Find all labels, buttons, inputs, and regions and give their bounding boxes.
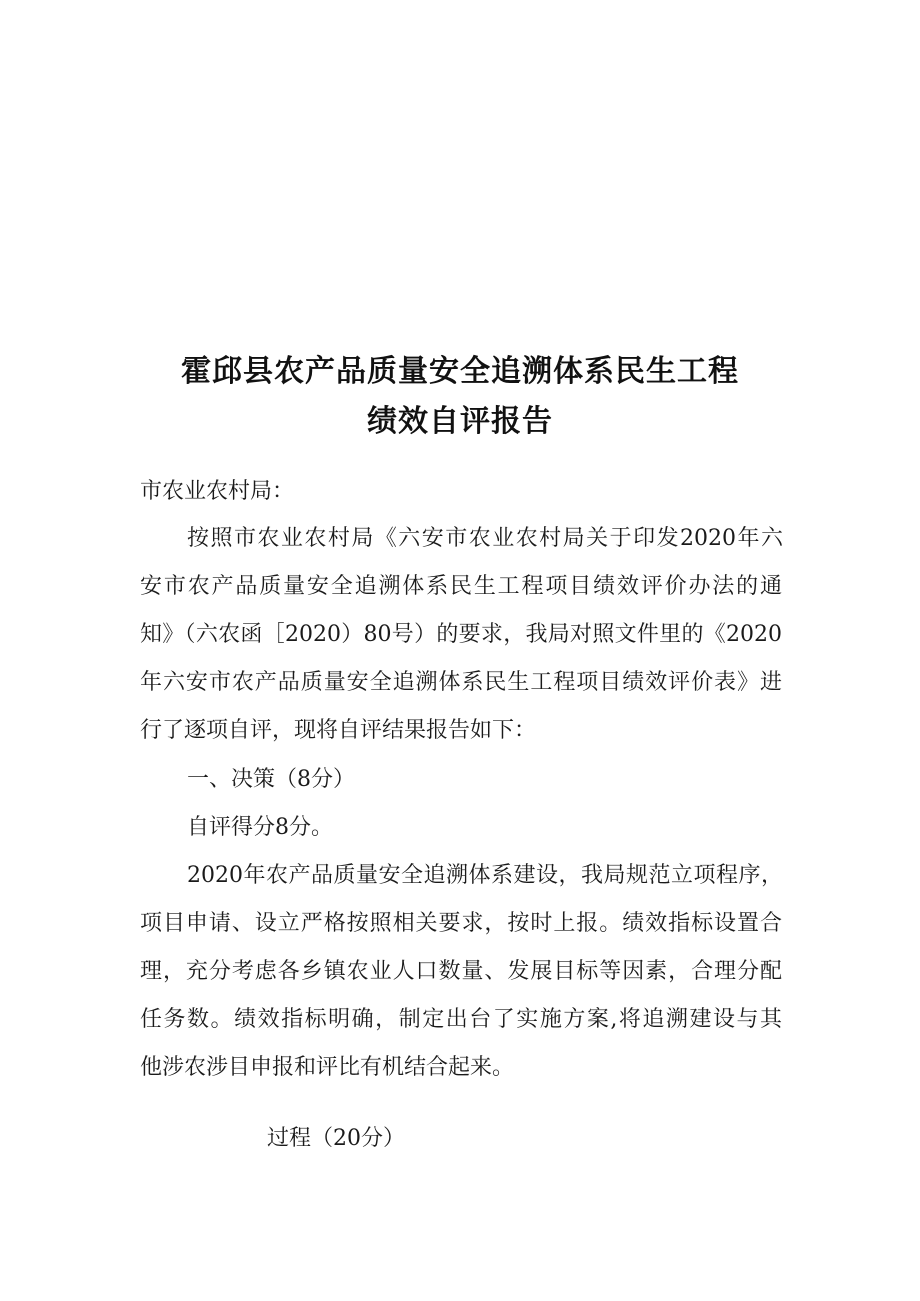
paragraph2-line3: 理，充分考虑各乡镇农业人口数量、发展目标等因素，合理分配 (140, 959, 782, 984)
document-title-line1: 霍邱县农产品质量安全追溯体系民生工程 (181, 354, 739, 389)
paragraph1-line1: 按照市农业农村局《六安市农业农村局关于印发2020年六 (187, 526, 783, 551)
paragraph1-line5: 行了逐项自评，现将自评结果报告如下： (140, 718, 537, 743)
paragraph1-line4: 年六安市农产品质量安全追溯体系民生工程项目绩效评价表》进 (140, 670, 782, 695)
paragraph1-line3: 知》（六农函［2020）80号）的要求，我局对照文件里的《2020 (140, 622, 782, 647)
paragraph2-line4: 任务数。绩效指标明确，制定出台了实施方案,将追溯建设与其 (140, 1007, 782, 1032)
section1-score: 自评得分8分。 (187, 815, 333, 840)
section2-heading: 过程（20分） (267, 1126, 405, 1151)
section1-heading: 一、决策（8分） (187, 767, 355, 792)
paragraph2-line1: 2020年农产品质量安全追溯体系建设，我局规范立项程序， (187, 863, 783, 888)
salutation: 市农业农村局： (140, 479, 295, 504)
paragraph1-line2: 安市农产品质量安全追溯体系民生工程项目绩效评价办法的通 (140, 574, 782, 599)
paragraph2-line2: 项目申请、设立严格按照相关要求，按时上报。绩效指标设置合 (140, 911, 782, 936)
document-title-line2: 绩效自评报告 (367, 404, 553, 439)
paragraph2-line5: 他涉农涉目申报和评比有机结合起来。 (140, 1055, 515, 1080)
